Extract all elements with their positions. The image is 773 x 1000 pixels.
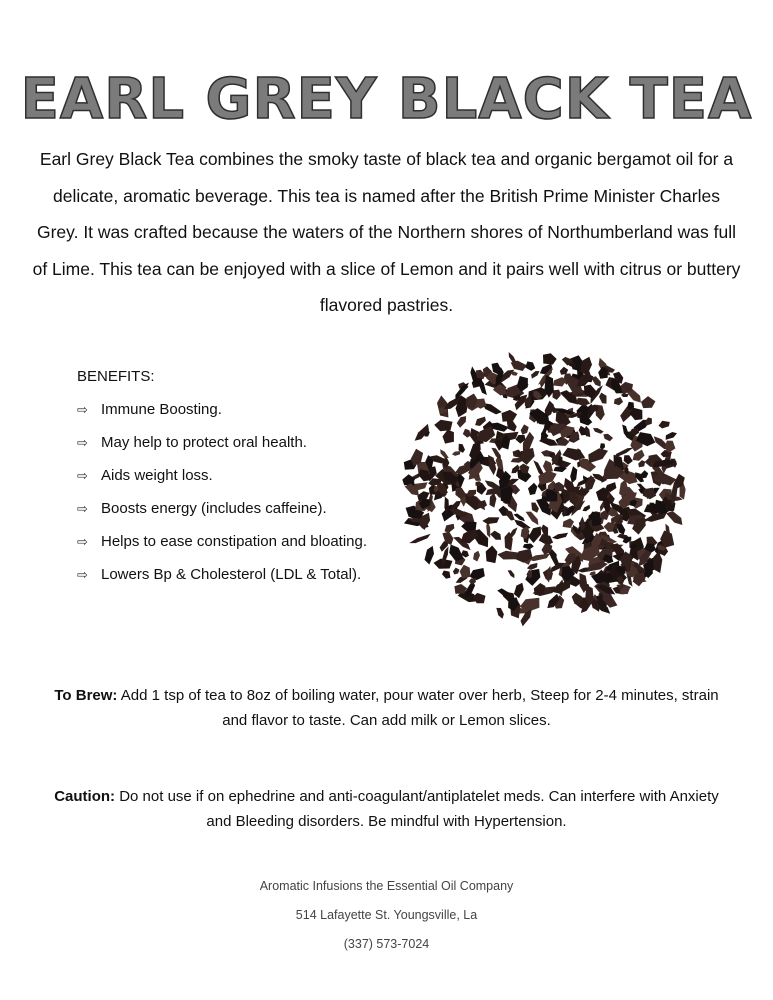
double-arrow-right-icon: ⇨ xyxy=(77,501,88,516)
page-title: EARL GREY BLACK TEA xyxy=(20,67,753,132)
tea-leaf xyxy=(425,546,435,565)
caution-notice xyxy=(40,784,733,834)
tea-leaf xyxy=(455,464,470,475)
tea-leaf xyxy=(482,517,499,524)
tea-leaf xyxy=(440,449,449,458)
tea-leaf xyxy=(473,551,480,562)
tea-leaf xyxy=(478,377,487,395)
double-arrow-right-icon: ⇨ xyxy=(77,567,88,582)
tea-leaf xyxy=(617,524,626,535)
tea-leaf xyxy=(488,455,496,475)
tea-leaf xyxy=(453,568,460,575)
tea-leaf xyxy=(531,503,539,513)
tea-leaf xyxy=(523,544,534,550)
benefit-text: Immune Boosting. xyxy=(101,401,222,418)
tea-leaf xyxy=(469,578,476,584)
company-address: 514 Lafayette St. Youngsville, La xyxy=(295,908,478,922)
tea-leaf xyxy=(460,565,471,579)
benefit-text: Aids weight loss. xyxy=(101,467,213,484)
tea-leaf xyxy=(502,410,518,422)
tea-leaf xyxy=(496,608,504,619)
tea-leaf xyxy=(600,443,605,449)
benefit-item xyxy=(77,496,397,521)
tea-leaf xyxy=(575,398,590,406)
tea-leaf xyxy=(526,512,539,525)
tea-leaf xyxy=(558,438,570,446)
double-arrow-right-icon: ⇨ xyxy=(77,435,88,450)
company-phone: (337) 573-7024 xyxy=(343,937,430,951)
tea-leaf xyxy=(563,518,574,528)
tea-leaf xyxy=(622,425,628,439)
tea-leaf xyxy=(525,569,540,586)
tea-leaf xyxy=(442,571,450,579)
benefit-text: Lowers Bp & Cholesterol (LDL & Total). xyxy=(101,566,362,583)
tea-leaf xyxy=(599,393,607,404)
tea-leaf xyxy=(490,531,501,540)
tea-leaf xyxy=(457,416,466,428)
benefit-text: Boosts energy (includes caffeine). xyxy=(101,500,327,517)
tea-leaf xyxy=(593,428,604,434)
brew-instructions xyxy=(40,683,733,733)
brew-text: Add 1 tsp of tea to 8oz of boiling water, pour water over herb, Steep for 2-4 minutes, strain and flavor to taste. Can add milk or Lemon slices. xyxy=(120,687,719,729)
tea-leaf xyxy=(653,551,662,573)
double-arrow-right-icon: ⇨ xyxy=(77,534,88,549)
loose-tea-leaves-image xyxy=(396,342,696,634)
tea-leaf xyxy=(645,418,652,426)
benefit-item xyxy=(77,562,397,587)
tea-leaf xyxy=(519,448,535,465)
brew-label: To Brew: xyxy=(54,687,118,704)
tea-leaf xyxy=(666,511,682,525)
tea-leaf xyxy=(486,546,498,564)
tea-leaf xyxy=(605,482,617,492)
tea-leaf xyxy=(603,434,613,442)
tea-leaf xyxy=(621,393,629,397)
tea-leaf xyxy=(541,525,548,536)
tea-leaf xyxy=(641,396,655,408)
tea-leaf xyxy=(415,424,429,441)
tea-leaf xyxy=(473,593,486,603)
tea-leaf xyxy=(543,353,557,364)
tea-leaf xyxy=(434,420,452,431)
benefit-text: May help to protect oral health. xyxy=(101,434,307,451)
benefit-item xyxy=(77,463,397,488)
tea-leaf xyxy=(525,361,535,371)
tea-leaf xyxy=(591,376,601,387)
tea-leaf xyxy=(508,570,515,578)
tea-leaf xyxy=(443,430,454,444)
caution-text: Do not use if on ephedrine and anti-coagulant/antiplatelet meds. Can interfere with Anxiety and Bleeding disorders. Be mindful with Hypertension. xyxy=(119,788,719,830)
double-arrow-right-icon: ⇨ xyxy=(77,468,88,483)
tea-leaf xyxy=(507,419,517,431)
tea-leaf xyxy=(579,426,587,436)
tea-leaf xyxy=(463,429,471,438)
caution-label: Caution: xyxy=(54,788,116,805)
benefit-text: Helps to ease constipation and bloating. xyxy=(101,533,368,550)
tea-leaf xyxy=(528,483,537,495)
tea-leaf xyxy=(475,417,486,426)
tea-leaf xyxy=(659,421,670,429)
tea-leaf xyxy=(614,397,623,405)
company-name: Aromatic Infusions the Essential Oil Company xyxy=(259,879,514,893)
tea-leaf xyxy=(449,545,464,562)
tea-leaf xyxy=(461,521,477,531)
tea-leaf xyxy=(506,510,515,521)
tea-leaf xyxy=(633,450,645,461)
tea-leaf xyxy=(552,533,568,540)
tea-leaf xyxy=(666,432,677,440)
tea-leaf xyxy=(624,455,633,464)
benefits-heading: BENEFITS: xyxy=(77,368,155,385)
tea-leaf xyxy=(531,371,539,379)
tea-leaf xyxy=(514,583,524,599)
tea-leaf xyxy=(521,424,529,434)
tea-description: Earl Grey Black Tea combines the smoky taste of black tea and organic bergamot oil for a delicate, aromatic beverage. This tea is named after the British Prime Minister Charles Grey. It was crafted because the waters of the Northern shores of Northumberland was full of Lime. This tea can be enjoyed with a slice of Lemon and it pairs well with citrus or buttery flavored pastries. xyxy=(32,149,741,315)
double-arrow-right-icon: ⇨ xyxy=(77,402,88,417)
footer xyxy=(0,872,773,959)
tea-leaf xyxy=(638,460,645,467)
tea-leaf xyxy=(560,367,568,375)
tea-leaf xyxy=(588,448,608,463)
benefit-item xyxy=(77,529,397,554)
tea-leaf xyxy=(409,534,430,543)
tea-leaf xyxy=(490,493,497,508)
tea-leaf xyxy=(445,524,455,533)
tea-leaf xyxy=(546,566,551,583)
tea-leaf xyxy=(562,448,585,461)
tea-leaf xyxy=(583,505,591,512)
benefits-section xyxy=(77,366,397,595)
tea-leaf xyxy=(641,470,649,478)
tea-leaf xyxy=(570,466,577,483)
tea-leaf xyxy=(511,361,527,371)
tea-leaf xyxy=(614,448,634,459)
tea-leaf xyxy=(572,593,583,605)
tea-leaf xyxy=(452,451,461,456)
benefit-item xyxy=(77,397,397,422)
tea-leaf xyxy=(534,583,546,595)
benefit-item xyxy=(77,430,397,455)
